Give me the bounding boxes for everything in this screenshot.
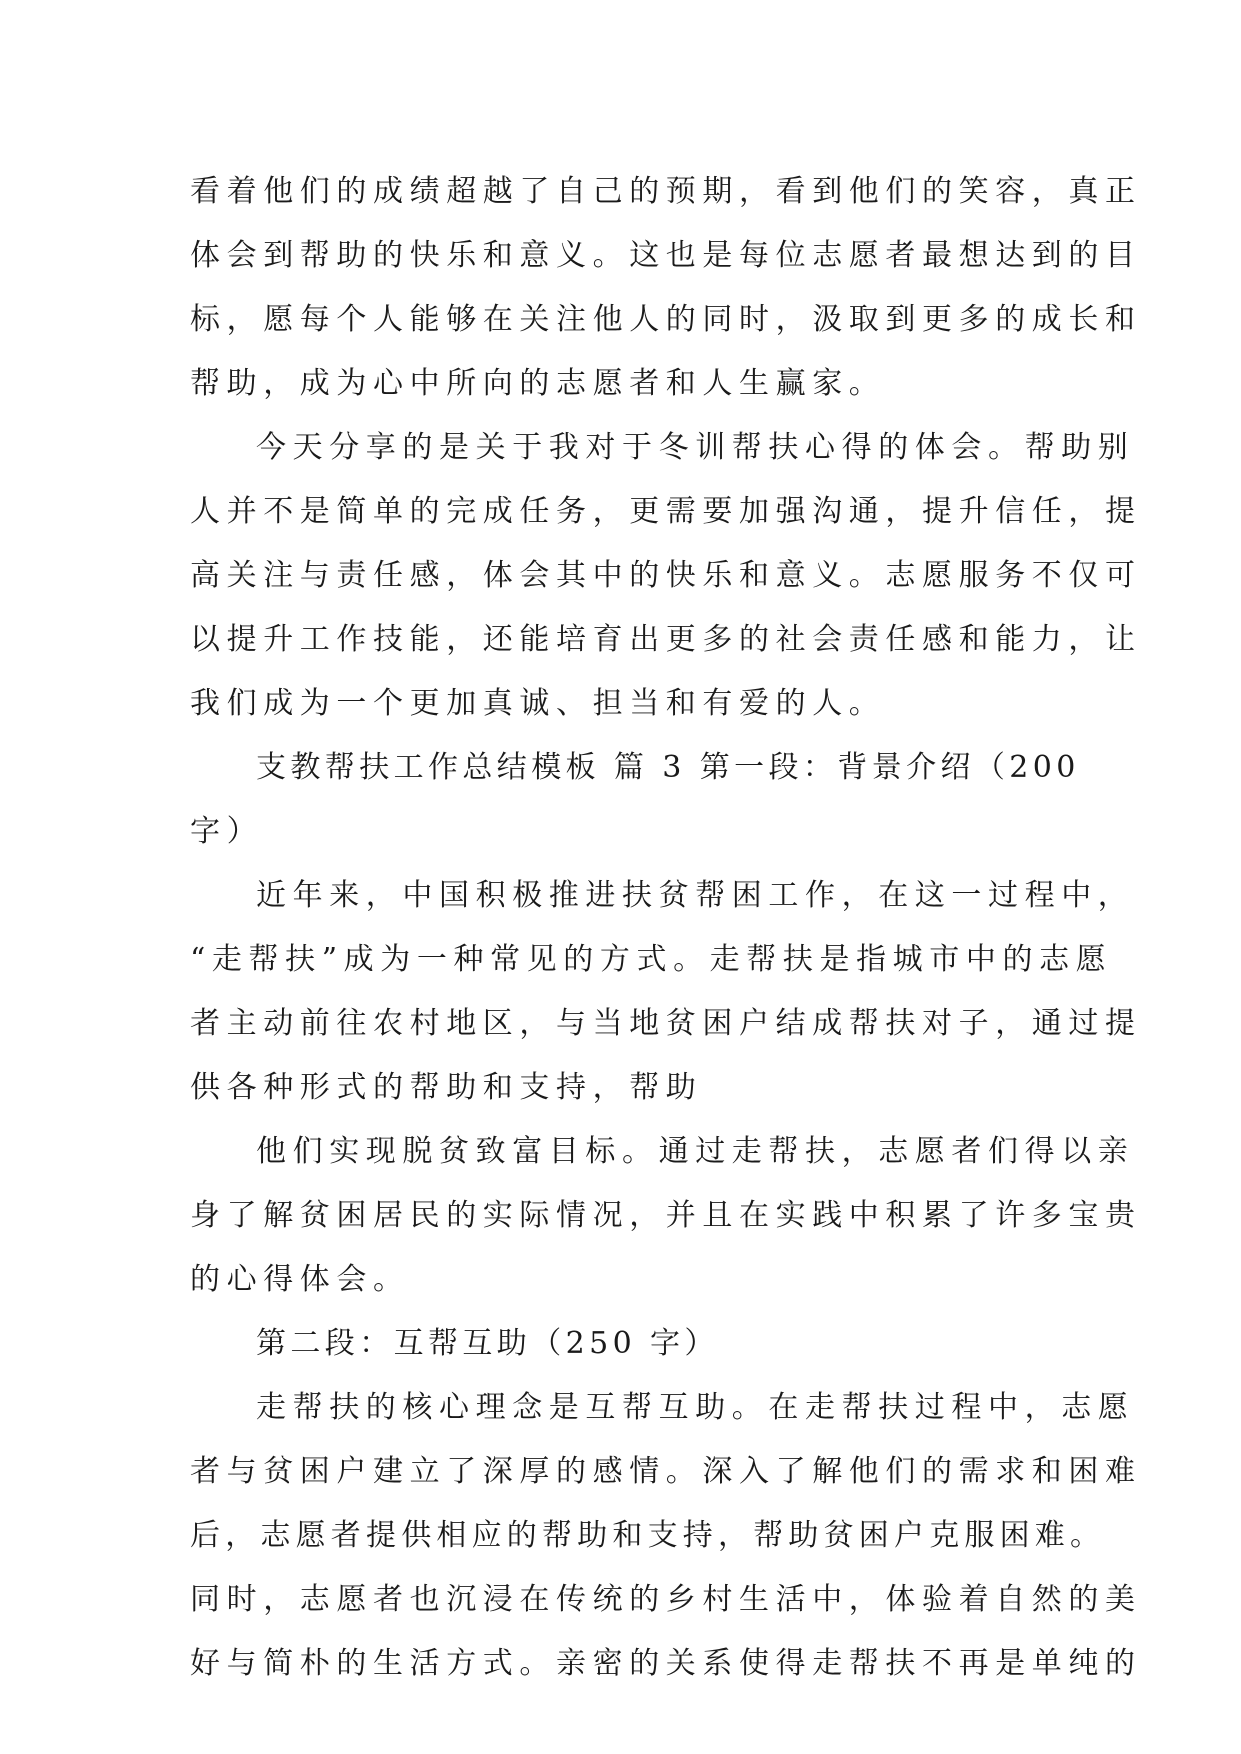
text-line: 他们实现脱贫致富目标。通过走帮扶，志愿者们得以亲	[256, 1134, 1135, 1169]
document-body	[190, 160, 1142, 1696]
text-line: 供各种形式的帮助和支持，帮助	[190, 1070, 703, 1105]
text-line: 身了解贫困居民的实际情况，并且在实践中积累了许多宝贵	[190, 1198, 1142, 1233]
text-line: 人并不是简单的完成任务，更需要加强沟通，提升信任，提	[190, 494, 1142, 529]
text-line: 同时，志愿者也沉浸在传统的乡村生活中，体验着自然的美	[190, 1582, 1142, 1617]
section-title-line: 支教帮扶工作总结模板 篇 3 第一段：背景介绍（200	[256, 750, 1080, 785]
text-line: “走帮扶”成为一种常见的方式。走帮扶是指城市中的志愿	[190, 942, 1113, 977]
text-line: 标，愿每个人能够在关注他人的同时，汲取到更多的成长和	[190, 302, 1142, 337]
text-line: 近年来，中国积极推进扶贫帮困工作，在这一过程中，	[256, 878, 1135, 913]
text-line: 好与简朴的生活方式。亲密的关系使得走帮扶不再是单纯的	[190, 1646, 1142, 1681]
section-heading: 第二段：互帮互助（250 字）	[256, 1326, 719, 1361]
text-line: 高关注与责任感，体会其中的快乐和意义。志愿服务不仅可	[190, 558, 1142, 593]
text-line: 我们成为一个更加真诚、担当和有爱的人。	[190, 686, 886, 721]
text-line: 的心得体会。	[190, 1262, 410, 1297]
text-line: 者与贫困户建立了深厚的感情。深入了解他们的需求和困难	[190, 1454, 1142, 1489]
text-line: 走帮扶的核心理念是互帮互助。在走帮扶过程中，志愿	[256, 1390, 1135, 1425]
text-line: 以提升工作技能，还能培育出更多的社会责任感和能力，让	[190, 622, 1142, 657]
text-line: 帮助，成为心中所向的志愿者和人生赢家。	[190, 366, 886, 401]
text-line: 今天分享的是关于我对于冬训帮扶心得的体会。帮助别	[256, 430, 1135, 465]
text-line: 后，志愿者提供相应的帮助和支持，帮助贫困户克服困难。	[190, 1518, 1106, 1553]
text-line: 体会到帮助的快乐和意义。这也是每位志愿者最想达到的目	[190, 238, 1142, 273]
text-line: 者主动前往农村地区，与当地贫困户结成帮扶对子，通过提	[190, 1006, 1142, 1041]
text-line: 字）	[190, 814, 264, 849]
text-line: 看着他们的成绩超越了自己的预期，看到他们的笑容，真正	[190, 174, 1142, 209]
